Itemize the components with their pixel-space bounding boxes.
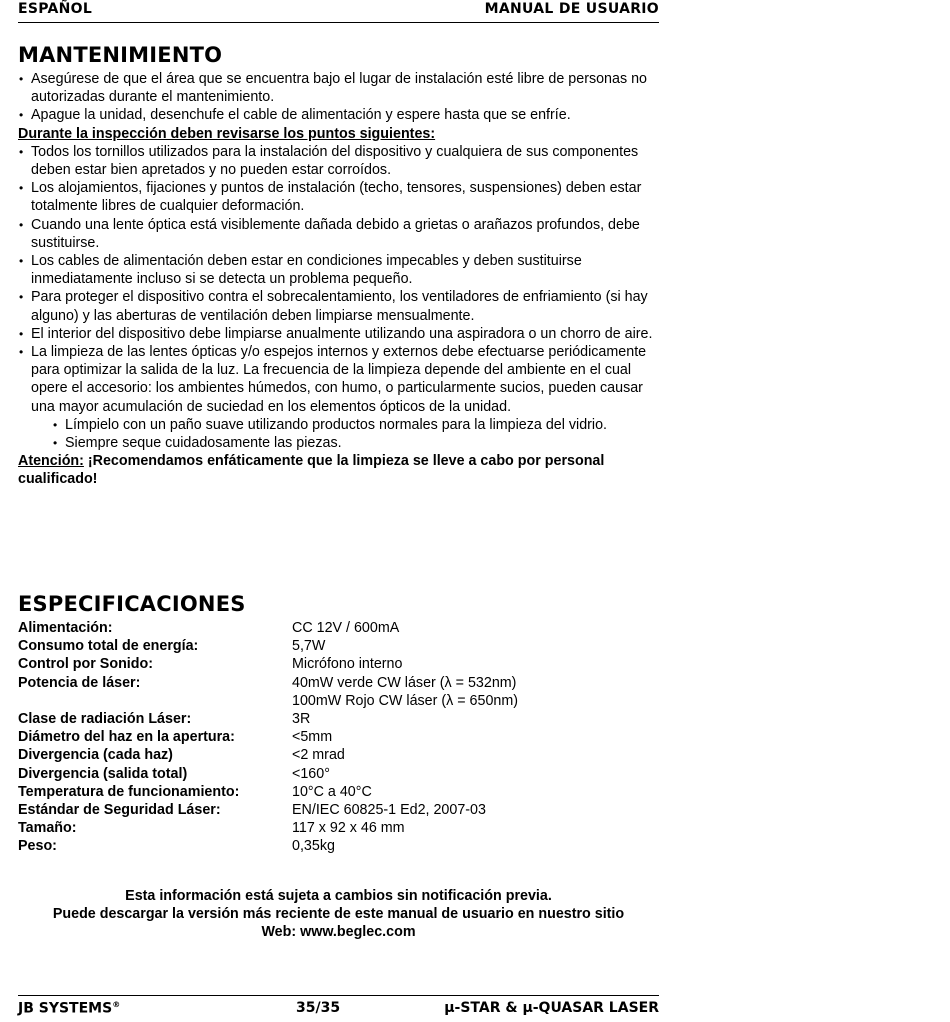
spec-row <box>18 619 518 637</box>
maintenance-body <box>18 70 659 489</box>
spec-value: 3R <box>292 711 311 728</box>
spec-label: Divergencia (cada haz) <box>18 747 173 764</box>
spec-value: 10°C a 40°C <box>292 783 372 800</box>
spec-row <box>18 674 518 692</box>
warning-label: Atención: <box>18 453 84 470</box>
warning-note <box>18 452 659 488</box>
spec-label <box>18 692 292 710</box>
inspection-item: • Los cables de alimentación deben estar en condiciones impecables y deben sustituirse inmediatamente incluso si se detecta un problema pequeño. <box>18 252 659 288</box>
maintenance-title: MANTENIMIENTO <box>18 43 223 67</box>
inspection-item: • La limpieza de las lentes ópticas y/o espejos internos y externos debe efectuarse periódicamente para optimizar la salida de la luz. La frecuencia de la limpieza depende del ambiente en el cual opere el accesorio: los ambientes húmedos, con humo, o particularmente sucios, pueden causar una mayor acumulación de suciedad en los elementos ópticos de la unidad. <box>18 343 659 416</box>
notice-line: Esta información está sujeta a cambios sin notificación previa. <box>125 888 552 904</box>
spec-label: Consumo total de energía: <box>18 638 199 655</box>
registered-mark: ® <box>112 1000 121 1009</box>
spec-label: Clase de radiación Láser: <box>18 711 192 728</box>
inspection-item: • Los alojamientos, fijaciones y puntos de instalación (techo, tensores, suspensiones) deben estar totalmente libres de cualquier deformación. <box>18 179 659 215</box>
spec-row <box>18 710 518 728</box>
spec-label: Estándar de Seguridad Láser: <box>18 802 221 819</box>
spec-label: Diámetro del haz en la apertura: <box>18 729 235 746</box>
warning-text: ¡Recomendamos enfáticamente que la limpieza se lleve a cabo por personal cualificado! <box>18 453 605 488</box>
spec-value: EN/IEC 60825-1 Ed2, 2007-03 <box>292 802 486 819</box>
spec-label: Tamaño: <box>18 820 77 837</box>
cleaning-sub-item: • Límpielo con un paño suave utilizando productos normales para la limpieza del vidrio. <box>52 416 659 434</box>
cleaning-sub-item: • Siempre seque cuidadosamente las piezas. <box>52 434 659 452</box>
spec-row <box>18 637 518 655</box>
inspection-item: • Cuando una lente óptica está visiblemente dañada debido a grietas o arañazos profundos, debe sustituirse. <box>18 216 659 252</box>
notice-line: Web: www.beglec.com <box>261 924 416 941</box>
spec-label: Peso: <box>18 838 57 855</box>
spec-label: Control por Sonido: <box>18 656 153 673</box>
spec-value: 0,35kg <box>292 838 335 855</box>
spec-row <box>18 655 518 673</box>
spec-row <box>18 746 518 764</box>
spec-value: <2 mrad <box>292 747 345 764</box>
spec-value: 5,7W <box>292 638 326 655</box>
page-footer <box>18 995 659 1017</box>
inspection-lead: Durante la inspección deben revisarse los puntos siguientes: <box>18 125 436 142</box>
spec-label: Divergencia (salida total) <box>18 765 188 782</box>
intro-item: • Apague la unidad, desenchufe el cable de alimentación y espere hasta que se enfríe. <box>18 106 659 124</box>
inspection-item: • Todos los tornillos utilizados para la instalación del dispositivo y cualquiera de sus componentes deben estar bien apretados y no pueden estar corroídos. <box>18 143 659 179</box>
spec-row <box>18 801 518 819</box>
spec-row <box>18 783 518 801</box>
spec-row <box>18 837 518 855</box>
inspection-item: • El interior del dispositivo debe limpiarse anualmente utilizando una aspiradora o un chorro de aire. <box>18 325 659 343</box>
spec-value: <160° <box>292 765 330 782</box>
spec-value: CC 12V / 600mA <box>292 620 400 636</box>
page-header <box>18 0 659 23</box>
change-notice <box>18 887 659 942</box>
spec-row <box>18 819 518 837</box>
spec-value: 100mW Rojo CW láser (λ = 650nm) <box>292 692 519 709</box>
notice-line: Puede descargar la versión más reciente de este manual de usuario en nuestro sitio <box>52 906 625 923</box>
footer-page-number: 35/35 <box>296 1000 341 1016</box>
spec-label: Potencia de láser: <box>18 674 141 691</box>
inspection-item: • Para proteger el dispositivo contra el sobrecalentamiento, los ventiladores de enfriamiento (si hay alguno) y las aberturas de ventilación deben limpiarse mensualmente. <box>18 288 659 324</box>
specs-title: ESPECIFICACIONES <box>18 592 246 616</box>
intro-item: • Asegúrese de que el área que se encuentra bajo el lugar de instalación esté libre de personas no autorizadas durante el mantenimiento. <box>18 70 659 106</box>
spec-row <box>18 728 518 746</box>
spec-label: Temperatura de funcionamiento: <box>18 783 240 800</box>
footer-brand-text: JB SYSTEMS <box>18 1000 113 1017</box>
spec-value: Micrófono interno <box>292 656 403 673</box>
intro-list <box>18 70 659 125</box>
footer-brand <box>18 1000 120 1017</box>
header-language: ESPAÑOL <box>18 1 93 17</box>
spec-row <box>18 765 518 783</box>
spec-value: 40mW verde CW láser (λ = 532nm) <box>292 674 517 691</box>
spec-label: Alimentación: <box>18 620 113 636</box>
spec-row <box>18 692 518 710</box>
cleaning-sub-list <box>18 416 659 452</box>
footer-product: µ-STAR & µ-QUASAR LASER <box>444 1000 659 1016</box>
specs-table <box>18 619 518 856</box>
spec-value: <5mm <box>292 729 333 746</box>
inspection-list <box>18 143 659 416</box>
header-manual-title: MANUAL DE USUARIO <box>484 1 659 17</box>
spec-value: 117 x 92 x 46 mm <box>292 820 405 837</box>
